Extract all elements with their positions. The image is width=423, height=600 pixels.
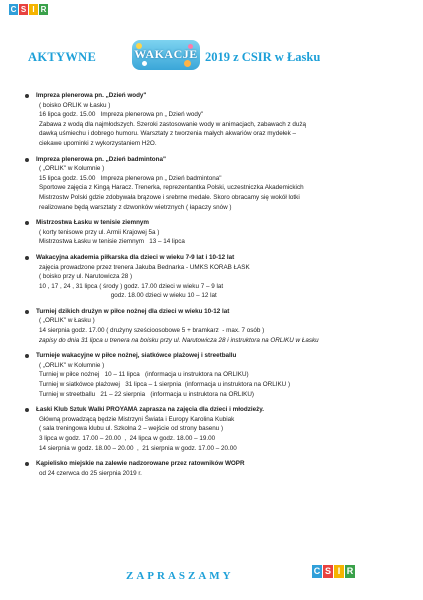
event-item xyxy=(25,91,410,149)
bullet-icon xyxy=(25,408,29,412)
event-item xyxy=(25,405,410,453)
event-item xyxy=(25,351,410,399)
event-detail: 16 lipca godz. 15.00 Impreza plenerowa pn „ Dzień wody" xyxy=(39,111,204,119)
badge-text: WAKACJE xyxy=(134,47,198,61)
event-detail: 15 lipca godz. 15.00 Impreza plenerowa pn „ Dzień badmintona" xyxy=(39,174,222,182)
bullet-icon xyxy=(25,221,29,225)
event-detail: Mistrzostwa Łasku w tenisie ziemnym 13 – 14 lipca xyxy=(39,238,185,246)
event-title: Łaski Klub Sztuk Walki PROYAMA zaprasza na zajęcia dla dzieci i młodzieży. xyxy=(36,406,265,414)
bullet-icon xyxy=(25,94,29,98)
event-title: Impreza plenerowa pn. „Dzień wody" xyxy=(36,92,147,99)
event-detail: Turniej w streetballu 21 – 22 sierpnia (informacja u instruktora na ORLIKU) xyxy=(39,390,255,398)
event-detail: ( „ORLIK" w Kolumnie ) xyxy=(39,165,105,173)
event-title: Turniej dzikich drużyn w piłce nożnej dla dzieci w wieku 10-12 lat xyxy=(36,307,230,315)
header-right: 2019 z CSIR w Łasku xyxy=(205,50,321,64)
event-title: Impreza plenerowa pn. „Dzień badmintona" xyxy=(36,155,166,163)
csir-logo-bottom xyxy=(312,565,355,578)
footer-invitation: ZAPRASZAMY xyxy=(126,570,234,582)
event-detail: ( boisko przy ul. Narutowicza 28 ) xyxy=(39,273,133,281)
event-note: zapisy do dnia 31 lipca u trenera na boisku przy ul. Narutowicza 28 i instruktora na ORLIKU w Łasku xyxy=(39,336,319,344)
event-item xyxy=(25,253,410,301)
event-detail: 10 , 17 , 24 , 31 lipca ( środy ) godz. 17.00 dzieci w wieku 7 – 9 lat xyxy=(39,282,224,290)
logo-letter: C xyxy=(10,5,17,14)
logo-letter: R xyxy=(40,5,47,14)
logo-letter: S xyxy=(20,5,27,14)
logo-letter: I xyxy=(29,4,38,15)
event-detail: Główną prowadzącą będzie Mistrzyni Świata i Europy Karolina Kubiak xyxy=(39,415,235,423)
bullet-icon xyxy=(25,310,29,314)
header-left: AKTYWNE xyxy=(28,50,97,64)
event-item xyxy=(25,155,410,213)
event-detail: Zabawa z wodą dla najmłodszych. Szeroki zastosowanie wody w animacjach, zabawach z dużą xyxy=(39,120,307,128)
event-detail: godz. 18.00 dzieci w wieku 10 – 12 lat xyxy=(39,292,217,300)
event-detail: ( „ORLIK" w Łasku ) xyxy=(39,317,95,325)
event-detail: od 24 czerwca do 25 sierpnia 2019 r. xyxy=(39,469,142,477)
bullet-icon xyxy=(25,158,29,162)
event-title: Mistrzostwa Łasku w tenisie ziemnym xyxy=(36,219,150,227)
event-detail: 3 lipca w godz. 17.00 – 20.00 , 24 lipca w godz. 18.00 – 19.00 xyxy=(39,435,216,442)
event-item xyxy=(25,218,410,247)
logo-letter: R xyxy=(346,566,354,576)
header xyxy=(0,40,423,76)
logo-letter: I xyxy=(334,565,344,578)
event-detail: Turniej w piłce nożnej 10 – 11 lipca (informacja u instruktora na ORLIKU) xyxy=(39,371,249,379)
event-title: Wakacyjna akademia piłkarska dla dzieci w wieku 7-9 lat i 10-12 lat xyxy=(36,253,235,261)
event-detail: ( „ORLIK" w Kolumnie ) xyxy=(39,361,105,369)
event-list xyxy=(25,91,410,484)
event-item xyxy=(25,459,410,478)
event-detail: ( boisko ORLIK w Łasku ) xyxy=(39,101,111,109)
event-detail: zajęcia prowadzone przez trenera Jakuba Bednarka - UMKS KORAB ŁASK xyxy=(39,263,250,271)
event-detail: Mistrzostw Polski gdzie zdobywała brązowe i srebrne medale. Skoro obracamy się wokół lotki xyxy=(39,193,300,201)
bullet-icon xyxy=(25,256,29,260)
event-detail: dawką uśmiechu i dobrego humoru. Warsztaty z tworzenia małych akwariów oraz mydełek – xyxy=(39,130,296,138)
event-detail: Sportowe zajęcia z Kingą Haracz. Trenerka, reprezentantka Polski, uczestniczka Akademickich xyxy=(39,184,304,192)
event-title: Turnieje wakacyjne w piłce nożnej, siatkówce plażowej i streetballu xyxy=(36,352,237,360)
wakacje-badge xyxy=(132,40,200,70)
logo-letter: S xyxy=(324,566,331,576)
csir-logo xyxy=(9,4,48,15)
event-detail: 14 sierpnia godz. 17.00 ( drużyny sześcioosobowe 5 + bramkarz - max. 7 osób ) xyxy=(39,327,265,335)
event-detail: 14 sierpnia w godz. 18.00 – 20.00 , 21 sierpnia w godz. 17.00 – 20.00 xyxy=(39,444,237,452)
event-detail: Turniej w siatkówce plażowej 31 lipca – 1 sierpnia (informacja u instruktora na ORLIKU ) xyxy=(39,381,291,389)
event-detail: ciekawe upominki z wykorzystaniem H2O. xyxy=(39,139,157,147)
bullet-icon xyxy=(25,354,29,358)
event-detail: ( sala treningowa klubu ul. Szkolna 2 – wejście od strony basenu ) xyxy=(39,425,224,433)
event-detail: realizowane będą warsztaty z dzwonków wietrznych ( łapaczy snów ) xyxy=(39,203,232,211)
event-item xyxy=(25,307,410,345)
event-title: Kąpielisko miejskie na zalewie nadzorowane przez ratowników WOPR xyxy=(36,460,245,468)
bullet-icon xyxy=(25,462,29,466)
event-detail: ( korty tenisowe przy ul. Armii Krajowej 5a ) xyxy=(39,228,160,236)
logo-letter: C xyxy=(313,566,321,576)
